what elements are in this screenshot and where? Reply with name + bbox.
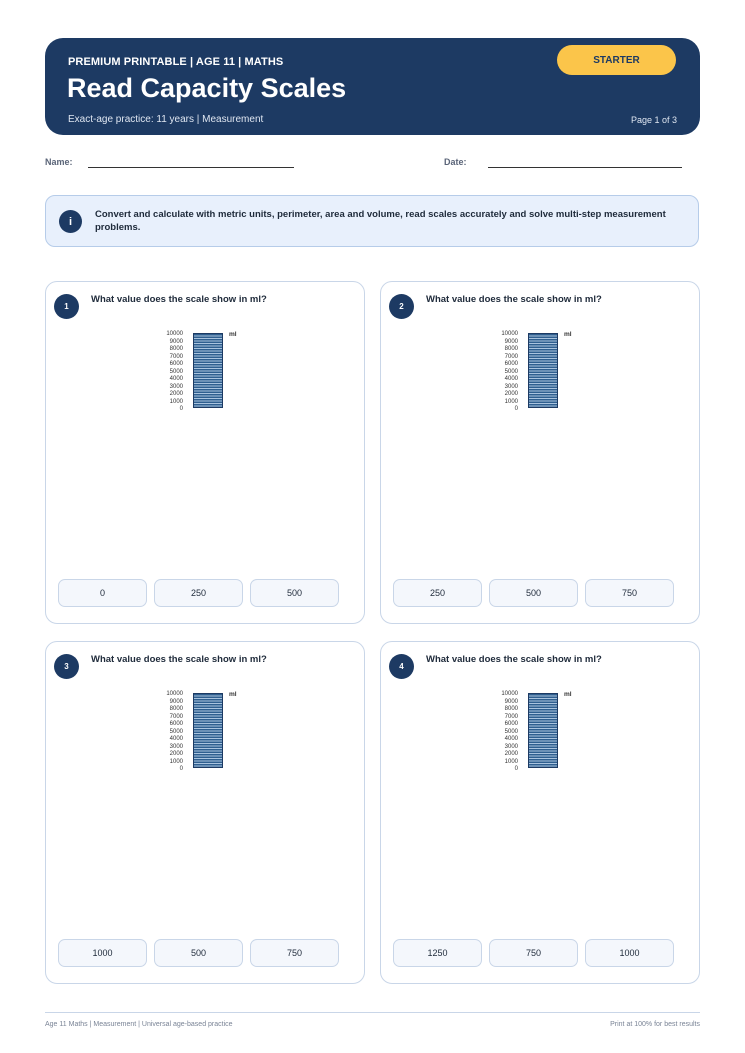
scale-tick-label: 8000: [504, 706, 518, 712]
answer-option[interactable]: 1250: [393, 939, 482, 967]
answer-option[interactable]: 250: [393, 579, 482, 607]
header-subtitle: Exact-age practice: 11 years | Measurement: [68, 114, 264, 125]
scale-tick-label: 10000: [501, 331, 518, 337]
scale-tick-label: 3000: [169, 743, 183, 750]
scale-tick-label: 8000: [169, 706, 183, 712]
answer-option[interactable]: 750: [250, 939, 339, 967]
scale-tick-label: 0: [514, 766, 518, 772]
question-text: What value does the scale show in ml?: [426, 654, 602, 665]
scale-tick-label: 2000: [504, 751, 518, 757]
capacity-scale: [481, 331, 571, 411]
capacity-scale: [146, 691, 236, 771]
scale-tick-label: 9000: [504, 338, 518, 345]
name-field[interactable]: [88, 167, 294, 168]
header-kicker: PREMIUM PRINTABLE | AGE 11 | MATHS: [68, 56, 284, 68]
scale-tick-label: 7000: [169, 713, 183, 720]
answer-options: [58, 939, 343, 969]
question-number: 4: [389, 654, 414, 679]
scale-tick-label: 3000: [504, 743, 518, 750]
scale-tick-label: 1000: [169, 398, 183, 405]
scale-tick-label: 10000: [166, 691, 183, 697]
capacity-scale: [146, 331, 236, 411]
answer-option[interactable]: 0: [58, 579, 147, 607]
answer-option[interactable]: 750: [585, 579, 674, 607]
page-title: Read Capacity Scales: [67, 73, 347, 103]
level-badge: STARTER: [557, 45, 676, 75]
scale-tick-label: 4000: [169, 736, 183, 742]
scale-tick-label: 4000: [504, 736, 518, 742]
question-number: 2: [389, 294, 414, 319]
footer-left-text: Age 11 Maths | Measurement | Universal age-based practice: [45, 1021, 233, 1028]
capacity-scale: [481, 691, 571, 771]
question-text: What value does the scale show in ml?: [91, 294, 267, 305]
answer-options: [393, 579, 678, 609]
measuring-cylinder: [528, 333, 558, 408]
info-box: [45, 195, 699, 247]
scale-tick-label: 7000: [169, 353, 183, 360]
scale-tick-label: 5000: [169, 728, 183, 735]
scale-tick-label: 1000: [169, 758, 183, 765]
question-card-1: [45, 281, 365, 624]
answer-option[interactable]: 250: [154, 579, 243, 607]
scale-tick-label: 2000: [169, 751, 183, 757]
answer-option[interactable]: 750: [489, 939, 578, 967]
scale-tick-label: 3000: [169, 383, 183, 390]
measuring-cylinder: [193, 693, 223, 768]
scale-tick-label: 4000: [169, 376, 183, 382]
answer-option[interactable]: 500: [489, 579, 578, 607]
scale-tick-label: 8000: [504, 346, 518, 352]
scale-tick-label: 8000: [169, 346, 183, 352]
footer-divider: [45, 1012, 700, 1013]
answer-options: [393, 939, 678, 969]
scale-tick-label: 6000: [169, 361, 183, 367]
scale-tick-label: 7000: [504, 353, 518, 360]
scale-tick-label: 9000: [169, 698, 183, 705]
scale-tick-label: 5000: [169, 368, 183, 375]
question-number: 1: [54, 294, 79, 319]
page-number: Page 1 of 3: [630, 115, 677, 125]
scale-tick-label: 2000: [504, 391, 518, 397]
scale-tick-label: 9000: [504, 698, 518, 705]
header-banner: [45, 38, 700, 135]
footer-right-text: Print at 100% for best results: [610, 1021, 700, 1028]
answer-option[interactable]: 500: [250, 579, 339, 607]
question-number: 3: [54, 654, 79, 679]
scale-unit: ml: [229, 691, 237, 698]
question-text: What value does the scale show in ml?: [426, 294, 602, 305]
answer-options: [58, 579, 343, 609]
answer-option[interactable]: 500: [154, 939, 243, 967]
scale-tick-label: 10000: [501, 691, 518, 697]
answer-option[interactable]: 1000: [585, 939, 674, 967]
scale-tick-label: 2000: [169, 391, 183, 397]
scale-unit: ml: [564, 331, 572, 338]
measuring-cylinder: [528, 693, 558, 768]
name-label: Name:: [45, 157, 73, 167]
scale-tick-label: 6000: [504, 721, 518, 727]
scale-tick-label: 6000: [504, 361, 518, 367]
scale-tick-label: 0: [514, 406, 518, 412]
measuring-cylinder: [193, 333, 223, 408]
scale-tick-label: 10000: [166, 331, 183, 337]
scale-tick-label: 5000: [504, 368, 518, 375]
info-text: Convert and calculate with metric units, perimeter, area and volume, read scales accurately and solve multi-step measurement problems.: [95, 209, 666, 233]
question-card-4: [380, 641, 700, 984]
scale-tick-label: 0: [179, 406, 183, 412]
scale-tick-label: 1000: [504, 398, 518, 405]
date-label: Date:: [444, 157, 467, 167]
date-field[interactable]: [488, 167, 682, 168]
scale-tick-label: 5000: [504, 728, 518, 735]
scale-unit: ml: [564, 691, 572, 698]
scale-tick-label: 4000: [504, 376, 518, 382]
scale-unit: ml: [229, 331, 237, 338]
scale-tick-label: 9000: [169, 338, 183, 345]
scale-tick-label: 0: [179, 766, 183, 772]
scale-tick-label: 3000: [504, 383, 518, 390]
scale-tick-label: 7000: [504, 713, 518, 720]
scale-tick-label: 1000: [504, 758, 518, 765]
question-card-2: [380, 281, 700, 624]
answer-option[interactable]: 1000: [58, 939, 147, 967]
question-text: What value does the scale show in ml?: [91, 654, 267, 665]
scale-tick-label: 6000: [169, 721, 183, 727]
question-card-3: [45, 641, 365, 984]
info-icon: i: [59, 210, 82, 233]
